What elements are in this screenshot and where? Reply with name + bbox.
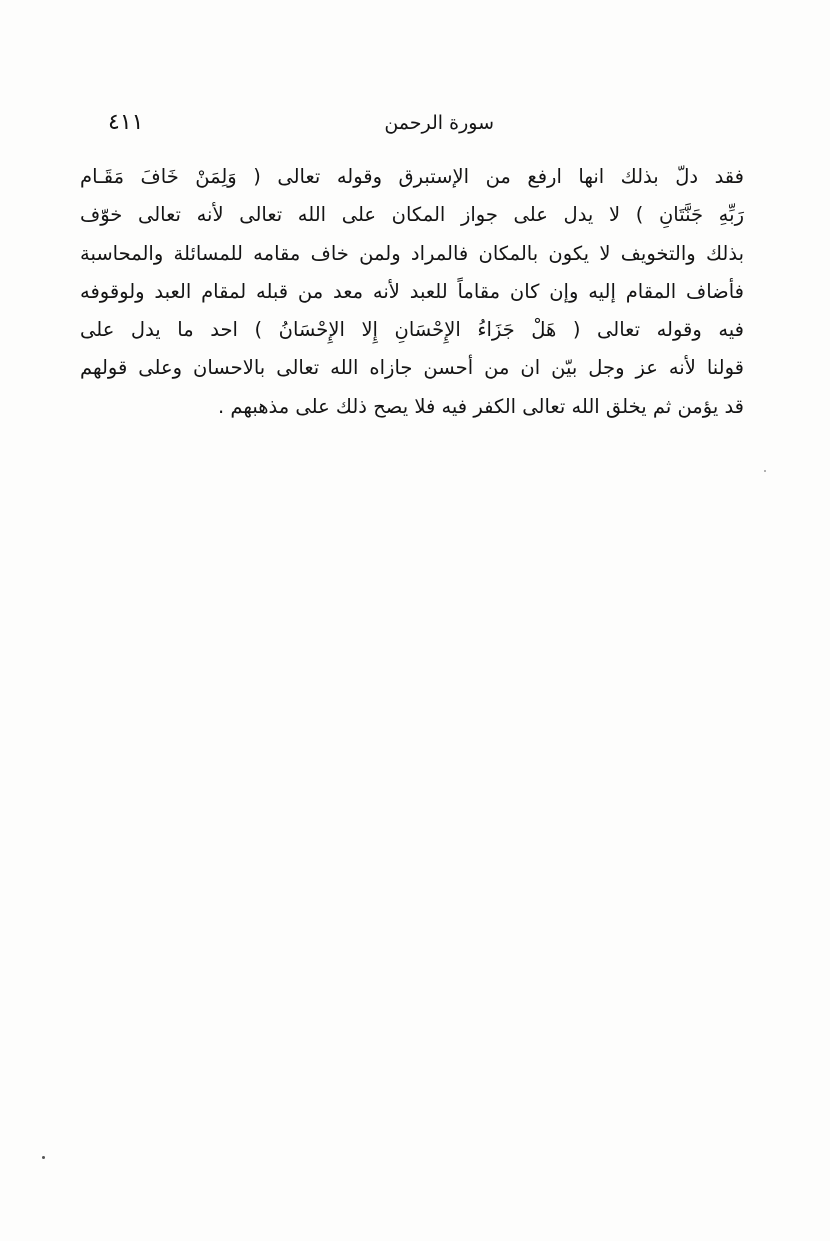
page-number: ٤١١: [108, 110, 144, 135]
text-line: بذلك والتخويف لا يكون بالمكان فالمراد ولمن خاف مقامه للمسائلة والمحاسبة: [80, 241, 744, 265]
running-title: سورة الرحمن: [384, 112, 494, 134]
text-line: فقد دلّ بذلك انها ارفع من الإستبرق وقوله تعالى ( وَلِمَنْ خَافَ مَقَـام: [80, 165, 744, 188]
page-header: [108, 112, 744, 142]
text-line: فأضاف المقام إليه وإن كان مقاماً للعبد لأنه معد من قبله لمقام العبد ولوقوفه: [80, 279, 744, 303]
scan-speck: [764, 470, 766, 472]
text-line: قولنا لأنه عز وجل بيّن ان من أحسن جازاه الله تعالى بالاحسان وعلى قولهم: [80, 356, 744, 380]
text-line: قد يؤمن ثم يخلق الله تعالى الكفر فيه فلا يصح ذلك على مذهبهم .: [217, 394, 744, 418]
text-line: فيه وقوله تعالى ( هَلْ جَزَاءُ الإِحْسَانِ إِلا الإِحْسَانُ ) احد ما يدل على: [80, 318, 744, 342]
text-line: رَبِّهِ جَنَّتَانِ ) لا يدل على جواز المكان على الله تعالى لأنه تعالى خوّف: [80, 203, 744, 227]
body-text: [80, 158, 744, 426]
scan-speck: [42, 1156, 45, 1159]
